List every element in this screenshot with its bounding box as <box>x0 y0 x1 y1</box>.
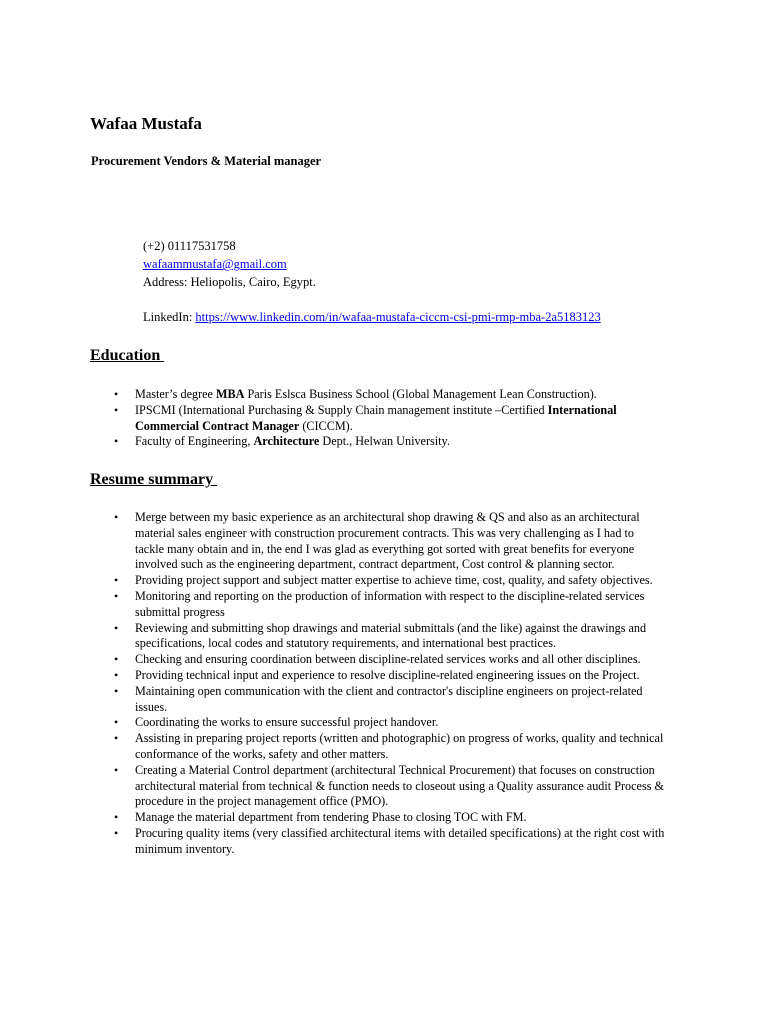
summary-item: • Manage the material department from tendering Phase to closing TOC with FM. <box>135 810 665 826</box>
education-heading: Education <box>90 347 165 364</box>
phone-number: (+2) 01117531758 <box>143 239 236 253</box>
summary-list <box>135 510 665 858</box>
education-item <box>135 387 665 403</box>
education-item <box>135 434 665 450</box>
summary-item: • Providing technical input and experience to resolve discipline-related engineering issues on the Project. <box>135 668 665 684</box>
summary-item: • Checking and ensuring coordination between discipline-related services works and all other disciplines. <box>135 652 665 668</box>
linkedin-link[interactable]: https://www.linkedin.com/in/wafaa-mustafa-ciccm-csi-pmi-rmp-mba-2a5183123 <box>195 310 601 324</box>
summary-item: • Creating a Material Control department (architectural Technical Procurement) that focuses on construction architectural material from technical & function needs to closeout using a Quality assurance audit Process & procedure in the project management office (PMO). <box>135 763 665 810</box>
education-item-text: Paris Eslsca Business School (Global Management Lean Construction). <box>244 387 597 401</box>
summary-item: • Coordinating the works to ensure successful project handover. <box>135 715 665 731</box>
education-item-emphasis: MBA <box>216 387 245 401</box>
education-item-text: Master’s degree <box>135 387 216 401</box>
candidate-name: Wafaa Mustafa <box>90 114 202 133</box>
education-item-text: Dept., Helwan University. <box>319 434 450 449</box>
summary-item: • Procuring quality items (very classified architectural items with detailed specifications) at the right cost with minimum inventory. <box>135 826 665 858</box>
linkedin-label: LinkedIn: <box>143 310 196 324</box>
education-item-text: (CICCM). <box>299 418 353 433</box>
education-item-text: IPSCMI (International Purchasing & Supply Chain management institute –Certified <box>135 402 548 417</box>
summary-heading: Resume summary <box>90 471 218 488</box>
summary-item: • Reviewing and submitting shop drawings and material submittals (and the like) against the drawings and specifications, local codes and statutory requirements, and international best practices. <box>135 621 665 653</box>
summary-item: • Maintaining open communication with the client and contractor's discipline engineers on project-related issues. <box>135 684 665 716</box>
linkedin-row <box>143 308 601 326</box>
education-item-text: Faculty of Engineering, <box>135 434 254 449</box>
education-list <box>135 387 665 450</box>
spacer <box>143 291 601 308</box>
summary-item: • Monitoring and reporting on the production of information with respect to the discipline-related services submittal progress <box>135 589 665 621</box>
summary-item: • Providing project support and subject matter expertise to achieve time, cost, quality, and safety objectives. <box>135 573 665 589</box>
education-item <box>135 403 665 435</box>
address: Address: Heliopolis, Cairo, Egypt. <box>143 275 316 289</box>
education-item-emphasis: International Commercial Contract Manager <box>135 402 617 433</box>
summary-item: • Merge between my basic experience as an architectural shop drawing & QS and also as an architectural material sales engineer with construction procurement contracts. This was very challenging as I had to tackle many obtain and in, the end I was glad as everything got sorted with great benefits for everyone involved such as the engineering department, contract department, Cost control & planning sector. <box>135 510 665 573</box>
email-link[interactable]: wafaammustafa@gmail.com <box>143 257 287 271</box>
education-item-emphasis: Architecture <box>253 434 320 449</box>
contact-block <box>143 237 601 326</box>
summary-item: • Assisting in preparing project reports (written and photographic) on progress of works, quality and technical conformance of the works, safety and other matters. <box>135 731 665 763</box>
job-title: Procurement Vendors & Material manager <box>91 154 322 168</box>
